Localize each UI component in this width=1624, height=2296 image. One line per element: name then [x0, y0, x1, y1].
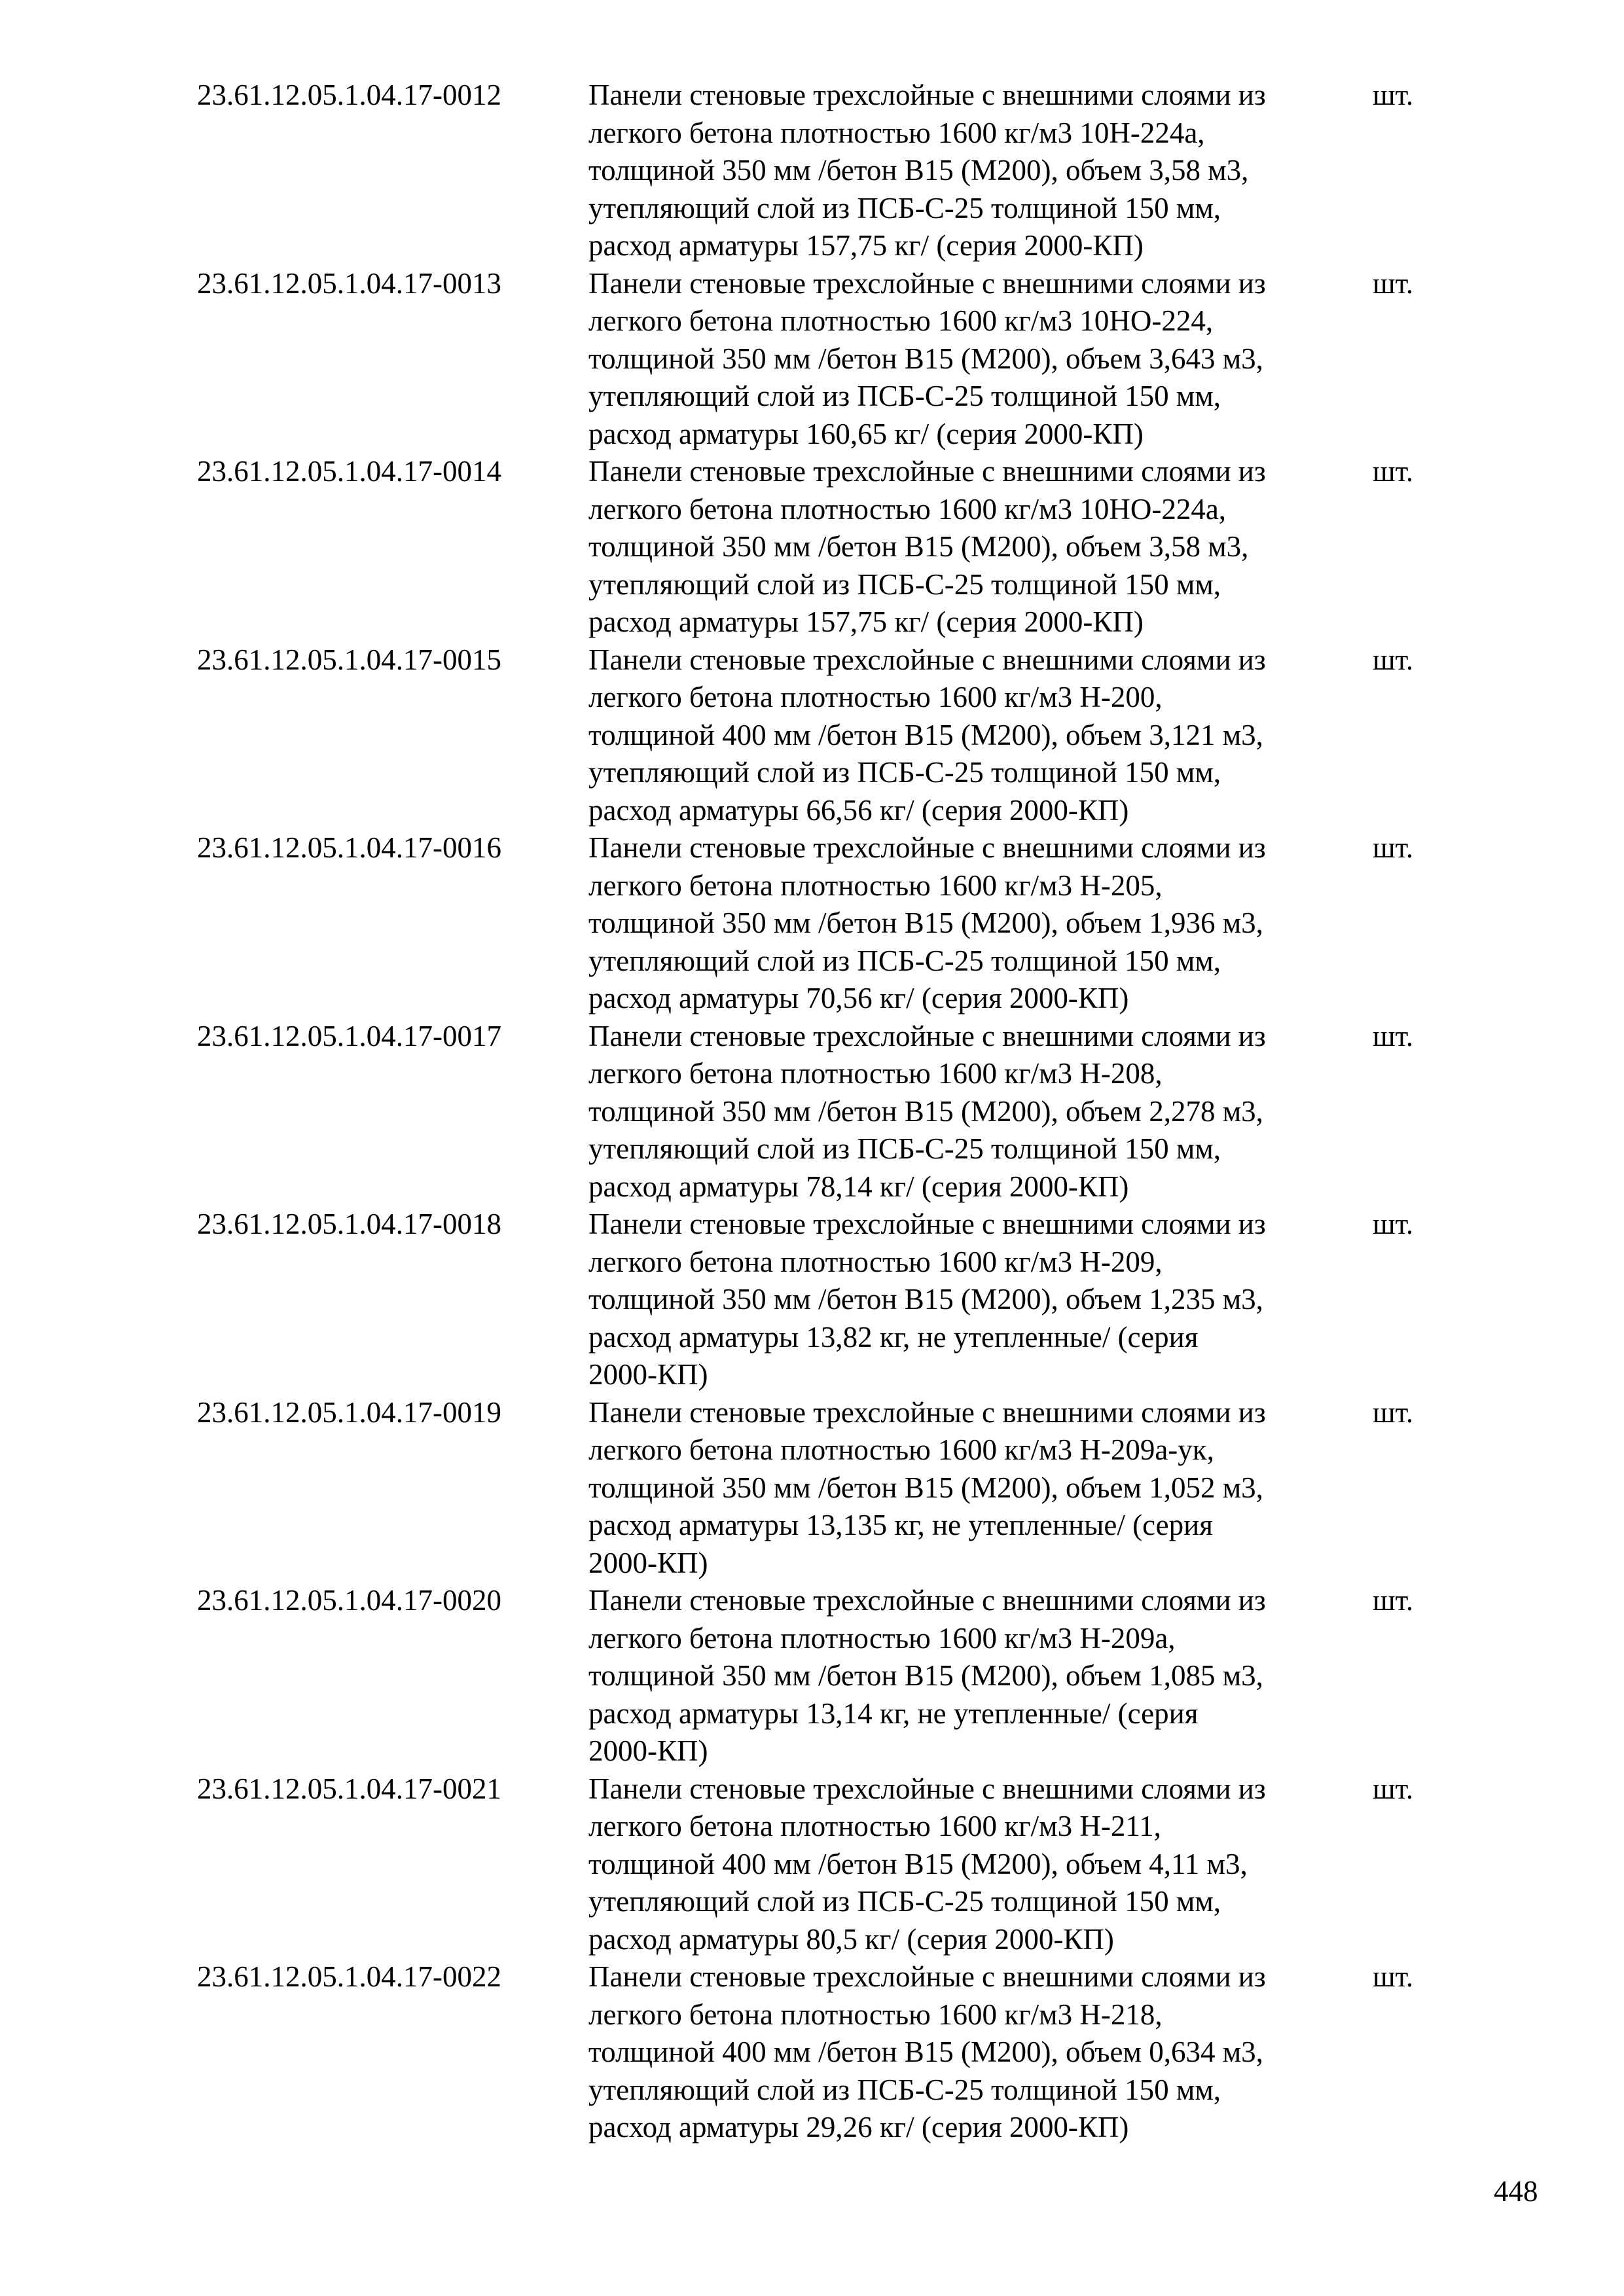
item-code: 23.61.12.05.1.04.17-0019	[197, 1395, 501, 1429]
table-row	[197, 453, 1441, 641]
item-description: Панели стеновые трехслойные с внешними слоями из легкого бетона плотностью 1600 кг/м3 10НО-224а, толщиной 350 мм /бетон В15 (М200), объем 3,58 м3, утепляющий слой из ПСБ-С-25 толщиной 150 мм, расход арматуры 157,75 кг/ (серия 2000-КП)	[588, 455, 1266, 638]
item-code: 23.61.12.05.1.04.17-0017	[197, 1019, 501, 1052]
item-description: Панели стеновые трехслойные с внешними слоями из легкого бетона плотностью 1600 кг/м3 Н-211, толщиной 400 мм /бетон В15 (М200), объем 4,11 м3, утепляющий слой из ПСБ-С-25 толщиной 150 мм, расход арматуры 80,5 кг/ (серия 2000-КП)	[588, 1772, 1266, 1956]
item-code: 23.61.12.05.1.04.17-0016	[197, 831, 501, 864]
item-description: Панели стеновые трехслойные с внешними слоями из легкого бетона плотностью 1600 кг/м3 Н-209, толщиной 350 мм /бетон В15 (М200), объем 1,235 м3, расход арматуры 13,82 кг, не утепленные/ (серия 2000-КП)	[588, 1208, 1266, 1391]
table-row	[197, 1582, 1441, 1770]
item-description: Панели стеновые трехслойные с внешними слоями из легкого бетона плотностью 1600 кг/м3 Н-209а-ук, толщиной 350 мм /бетон В15 (М200), объем 1,052 м3, расход арматуры 13,135 кг, не утепленные/ (серия 2000-КП)	[588, 1395, 1266, 1579]
item-unit: шт.	[1373, 1960, 1414, 1993]
item-description: Панели стеновые трехслойные с внешними слоями из легкого бетона плотностью 1600 кг/м3 Н-205, толщиной 350 мм /бетон В15 (М200), объем 1,936 м3, утепляющий слой из ПСБ-С-25 толщиной 150 мм, расход арматуры 70,56 кг/ (серия 2000-КП)	[588, 831, 1266, 1014]
item-code: 23.61.12.05.1.04.17-0022	[197, 1960, 501, 1993]
item-code: 23.61.12.05.1.04.17-0015	[197, 643, 501, 676]
item-unit: шт.	[1373, 455, 1414, 488]
table-row	[197, 829, 1441, 1018]
table-row	[197, 1018, 1441, 1206]
item-description: Панели стеновые трехслойные с внешними слоями из легкого бетона плотностью 1600 кг/м3 Н-200, толщиной 400 мм /бетон В15 (М200), объем 3,121 м3, утепляющий слой из ПСБ-С-25 толщиной 150 мм, расход арматуры 66,56 кг/ (серия 2000-КП)	[588, 643, 1266, 827]
item-code: 23.61.12.05.1.04.17-0020	[197, 1584, 501, 1617]
item-unit: шт.	[1373, 831, 1414, 864]
price-table	[197, 77, 1441, 2147]
item-unit: шт.	[1373, 1584, 1414, 1617]
item-unit: шт.	[1373, 643, 1414, 676]
item-description: Панели стеновые трехслойные с внешними слоями из легкого бетона плотностью 1600 кг/м3 Н-218, толщиной 400 мм /бетон В15 (М200), объем 0,634 м3, утепляющий слой из ПСБ-С-25 толщиной 150 мм, расход арматуры 29,26 кг/ (серия 2000-КП)	[588, 1960, 1266, 2144]
table-row	[197, 1958, 1441, 2147]
item-unit: шт.	[1373, 1019, 1414, 1052]
item-description: Панели стеновые трехслойные с внешними слоями из легкого бетона плотностью 1600 кг/м3 Н-208, толщиной 350 мм /бетон В15 (М200), объем 2,278 м3, утепляющий слой из ПСБ-С-25 толщиной 150 мм, расход арматуры 78,14 кг/ (серия 2000-КП)	[588, 1019, 1266, 1203]
table-row	[197, 77, 1441, 265]
item-description: Панели стеновые трехслойные с внешними слоями из легкого бетона плотностью 1600 кг/м3 Н-209а, толщиной 350 мм /бетон В15 (М200), объем 1,085 м3, расход арматуры 13,14 кг, не утепленные/ (серия 2000-КП)	[588, 1584, 1266, 1767]
page-number: 448	[1494, 2175, 1538, 2208]
item-unit: шт.	[1373, 79, 1414, 111]
table-row	[197, 641, 1441, 830]
table-row	[197, 1206, 1441, 1394]
item-code: 23.61.12.05.1.04.17-0012	[197, 79, 501, 111]
item-unit: шт.	[1373, 1395, 1414, 1429]
table-row	[197, 1394, 1441, 1583]
item-unit: шт.	[1373, 1208, 1414, 1240]
item-code: 23.61.12.05.1.04.17-0018	[197, 1208, 501, 1240]
item-unit: шт.	[1373, 266, 1414, 300]
item-description: Панели стеновые трехслойные с внешними слоями из легкого бетона плотностью 1600 кг/м3 10Н-224а, толщиной 350 мм /бетон В15 (М200), объем 3,58 м3, утепляющий слой из ПСБ-С-25 толщиной 150 мм, расход арматуры 157,75 кг/ (серия 2000-КП)	[588, 79, 1266, 262]
item-code: 23.61.12.05.1.04.17-0014	[197, 455, 501, 488]
item-code: 23.61.12.05.1.04.17-0013	[197, 266, 501, 300]
item-code: 23.61.12.05.1.04.17-0021	[197, 1772, 501, 1805]
table-row	[197, 265, 1441, 454]
table-row	[197, 1770, 1441, 1959]
item-unit: шт.	[1373, 1772, 1414, 1805]
item-description: Панели стеновые трехслойные с внешними слоями из легкого бетона плотностью 1600 кг/м3 10НО-224, толщиной 350 мм /бетон В15 (М200), объем 3,643 м3, утепляющий слой из ПСБ-С-25 толщиной 150 мм, расход арматуры 160,65 кг/ (серия 2000-КП)	[588, 266, 1266, 450]
